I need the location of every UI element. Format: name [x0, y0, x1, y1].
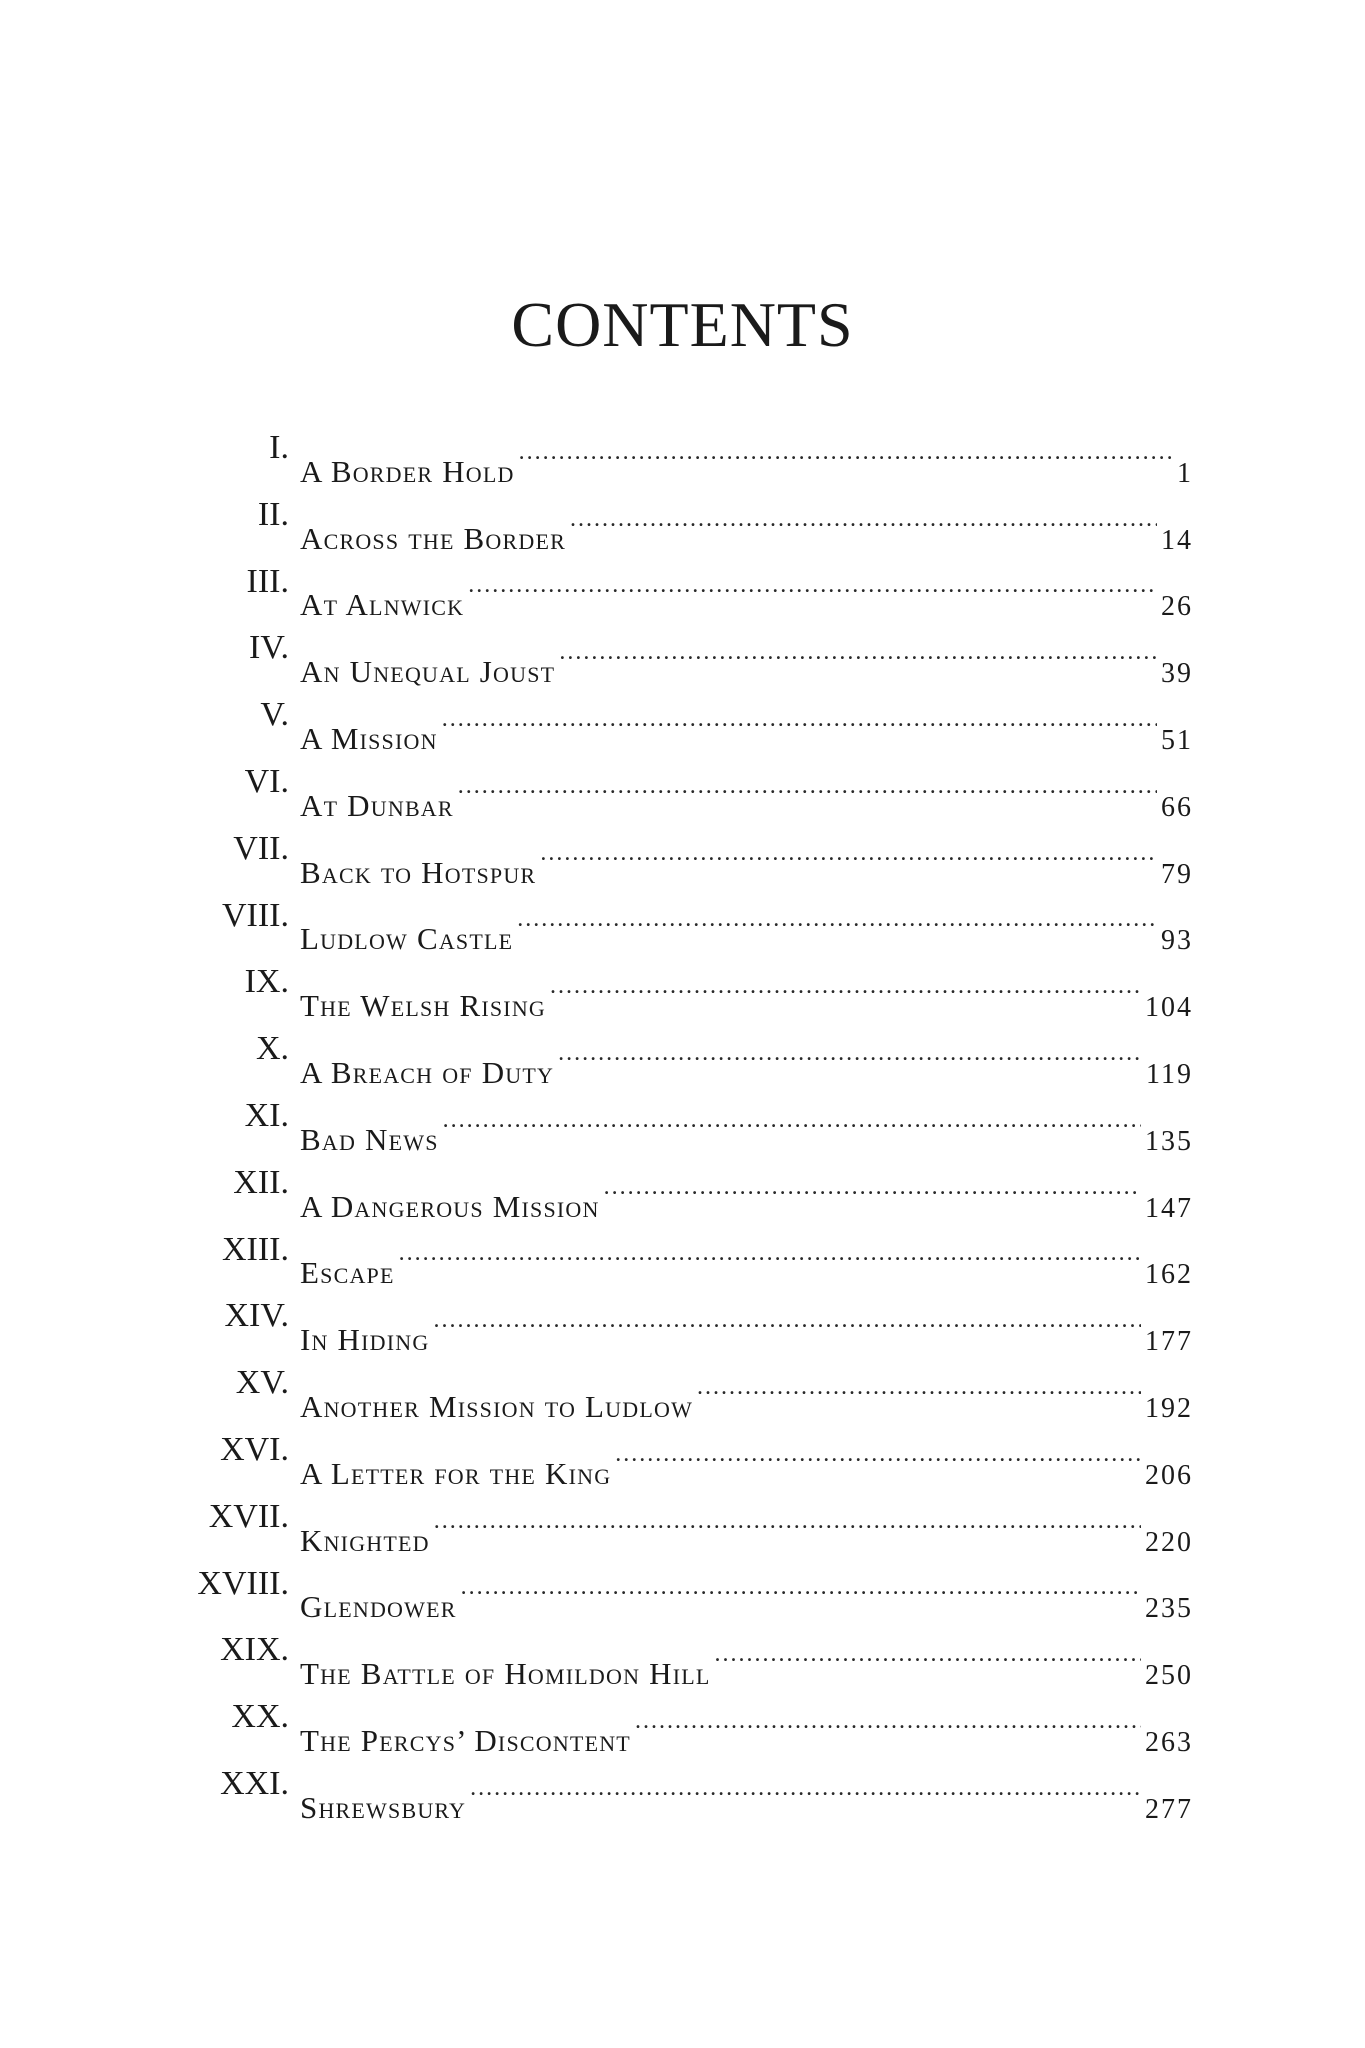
dot-leader	[517, 883, 1157, 950]
toc-entry[interactable]	[0, 816, 1365, 890]
dot-leader	[443, 1083, 1141, 1150]
dot-leader	[519, 415, 1173, 482]
page-number: 93	[1161, 925, 1193, 957]
toc-entry[interactable]	[0, 682, 1365, 756]
toc-entry[interactable]	[0, 1217, 1365, 1291]
chapter-title: The Battle of Homildon Hill	[300, 1656, 711, 1692]
page-number: 192	[1145, 1392, 1193, 1424]
page-number: 220	[1145, 1526, 1193, 1558]
dot-leader	[559, 615, 1157, 682]
dot-leader	[697, 1350, 1141, 1417]
toc-entry[interactable]	[0, 749, 1365, 823]
chapter-number: XIX.	[220, 1631, 289, 1669]
page-title: CONTENTS	[511, 289, 854, 360]
chapter-title: A Mission	[300, 720, 438, 756]
page-number: 66	[1161, 791, 1193, 823]
chapter-title: Shrewsbury	[300, 1789, 467, 1825]
chapter-title: Ludlow Castle	[300, 921, 514, 957]
toc-entry[interactable]	[0, 415, 1365, 489]
dot-leader	[635, 1684, 1141, 1751]
chapter-number: XV.	[235, 1364, 289, 1402]
dot-leader	[604, 1150, 1141, 1217]
chapter-number: III.	[246, 562, 289, 600]
toc-entry[interactable]	[0, 1417, 1365, 1491]
page-number: 14	[1161, 524, 1193, 556]
dot-leader	[442, 682, 1157, 749]
dot-leader	[399, 1217, 1141, 1284]
chapter-title: Knighted	[300, 1522, 430, 1558]
toc-entry[interactable]	[0, 883, 1365, 957]
dot-leader	[558, 1016, 1142, 1083]
page-number: 235	[1145, 1593, 1193, 1625]
page-number: 263	[1145, 1726, 1193, 1758]
chapter-title: The Percys’ Discontent	[300, 1722, 631, 1758]
dot-leader	[434, 1484, 1141, 1551]
chapter-title: At Dunbar	[300, 787, 454, 823]
chapter-title: A Border Hold	[300, 453, 515, 489]
chapter-title: Back to Hotspur	[300, 854, 537, 890]
toc-entry[interactable]	[0, 1684, 1365, 1758]
dot-leader	[461, 1551, 1141, 1618]
toc-entry[interactable]	[0, 1283, 1365, 1358]
page-number: 51	[1161, 724, 1193, 756]
chapter-number: VII.	[233, 829, 289, 867]
table-of-contents	[0, 415, 1365, 1825]
chapter-number: VI.	[244, 762, 289, 800]
chapter-number: XIV.	[224, 1297, 289, 1335]
chapter-title: The Welsh Rising	[300, 988, 547, 1024]
dot-leader	[615, 1417, 1141, 1484]
chapter-title: At Alnwick	[300, 587, 465, 623]
chapter-number: VIII.	[221, 896, 289, 934]
toc-entry[interactable]	[0, 1617, 1365, 1692]
chapter-number: IX.	[244, 963, 289, 1001]
dot-leader	[570, 482, 1157, 549]
toc-entry[interactable]	[0, 1083, 1365, 1157]
chapter-number: IV.	[249, 629, 289, 667]
toc-entry[interactable]	[0, 1484, 1365, 1558]
toc-entry[interactable]	[0, 1350, 1365, 1424]
page-number: 104	[1145, 992, 1193, 1024]
page-number: 79	[1161, 858, 1193, 890]
chapter-number: X.	[255, 1030, 289, 1068]
dot-leader	[433, 1283, 1141, 1350]
chapter-number: V.	[260, 696, 289, 734]
page-number: 26	[1161, 591, 1193, 623]
page-number: 162	[1145, 1259, 1193, 1291]
chapter-number: XVII.	[208, 1497, 289, 1535]
dot-leader	[458, 749, 1157, 816]
chapter-number: XXI.	[220, 1764, 289, 1802]
page-number: 1	[1177, 457, 1193, 489]
chapter-title: An Unequal Joust	[300, 654, 556, 690]
chapter-title: Bad News	[300, 1121, 439, 1157]
chapter-number: XIII.	[221, 1230, 289, 1268]
chapter-title: A Letter for the King	[300, 1455, 612, 1491]
toc-entry[interactable]	[0, 615, 1365, 690]
chapter-title: In Hiding	[300, 1322, 430, 1358]
toc-entry[interactable]	[0, 482, 1365, 556]
page-number: 147	[1145, 1192, 1193, 1224]
toc-entry[interactable]	[0, 1751, 1365, 1825]
chapter-title: Another Mission to Ludlow	[300, 1388, 694, 1424]
page-number: 206	[1145, 1459, 1193, 1491]
page-number: 39	[1161, 658, 1193, 690]
toc-entry[interactable]	[0, 1150, 1365, 1224]
chapter-number: XX.	[231, 1698, 289, 1736]
chapter-title: Across the Border	[300, 520, 566, 556]
page-number: 277	[1145, 1793, 1193, 1825]
dot-leader	[470, 1751, 1141, 1818]
chapter-title: Escape	[300, 1255, 395, 1291]
chapter-number: II.	[257, 495, 289, 533]
toc-entry[interactable]	[0, 549, 1365, 623]
page-number: 250	[1145, 1660, 1193, 1692]
chapter-number: XVIII.	[197, 1564, 289, 1602]
page-number: 135	[1145, 1125, 1193, 1157]
dot-leader	[715, 1617, 1141, 1684]
chapter-title: Glendower	[300, 1589, 457, 1625]
dot-leader	[540, 816, 1157, 883]
chapter-title: A Dangerous Mission	[300, 1188, 600, 1224]
toc-entry[interactable]	[0, 1016, 1365, 1090]
chapter-number: XVI.	[220, 1430, 289, 1468]
dot-leader	[550, 949, 1141, 1016]
page-number: 119	[1146, 1058, 1193, 1090]
chapter-number: I.	[269, 429, 289, 466]
dot-leader	[468, 549, 1157, 616]
chapter-number: XII.	[233, 1163, 289, 1201]
toc-entry[interactable]	[0, 949, 1365, 1024]
chapter-number: XI.	[244, 1096, 289, 1134]
toc-entry[interactable]	[0, 1551, 1365, 1625]
page-number: 177	[1145, 1326, 1193, 1358]
chapter-title: A Breach of Duty	[300, 1054, 555, 1090]
